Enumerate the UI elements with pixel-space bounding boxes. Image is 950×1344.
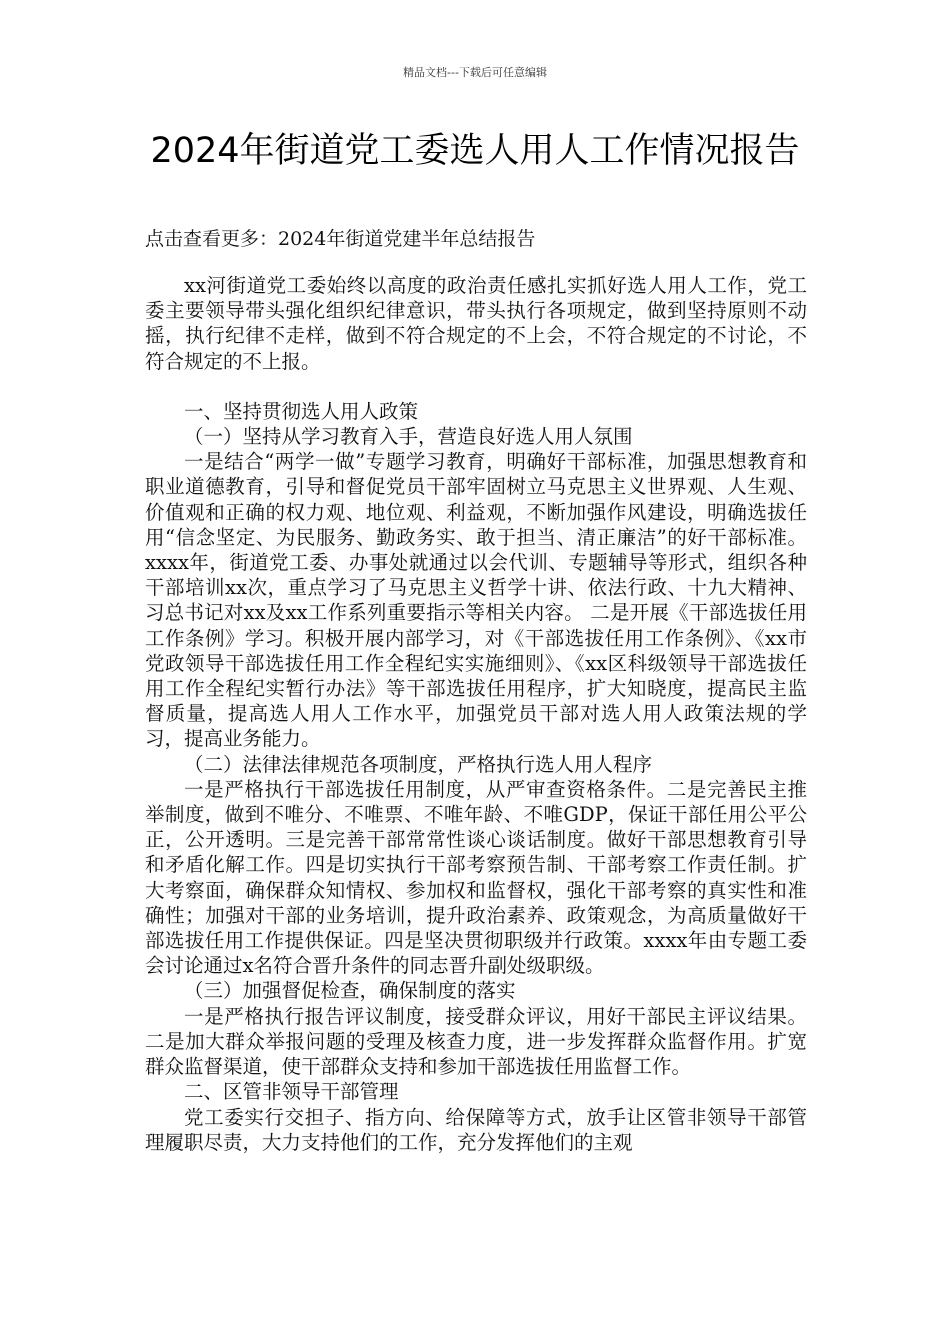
paragraph-gap	[145, 374, 807, 399]
section1-sub1-text: 一是结合“两学一做”专题学习教育，明确好干部标准，加强思想教育和职业道德教育，引导和督促党员干部牢固树立马克思主义世界观、人生观、价值观和正确的权力观、地位观、利益观，不断加强作风建设，明确选拔任用“信念坚定、为民服务、勤政务实、敢于担当、清正廉洁”的好干部标准。xxxx年，街道党工委、办事处就通过以会代训、专题辅导等形式，组织各种干部培训xx次，重点学习了马克思主义哲学十讲、依法行政、十九大精神、习总书记对xx及xx工作系列重要指示等相关内容。 二是开展《干部选拔任用工作条例》学习。积极开展内部学习，对《干部选拔任用工作条例》、《xx市党政领导干部选拔任用工作全程纪实实施细则》、《xx区科级领导干部选拔任用工作全程纪实暂行办法》等干部选拔任用程序，扩大知晓度，提高民主监督质量，提高选人用人工作水平，加强党员干部对选人用人政策法规的学习，提高业务能力。	[145, 450, 807, 751]
document-title: 2024年街道党工委选人用人工作情况报告	[150, 131, 800, 171]
section1-sub1-heading: （一）坚持从学习教育入手，营造良好选人用人氛围	[184, 425, 633, 449]
more-link[interactable]: 点击查看更多：2024年街道党建半年总结报告	[145, 228, 536, 250]
header-note: 精品文档---下载后可任意编辑	[403, 66, 547, 79]
section1-sub2-heading: （二）法律法律规范各项制度，严格执行选人用人程序	[184, 752, 653, 776]
document-body	[145, 273, 807, 1155]
section2-heading: 二、区管非领导干部管理	[184, 1080, 399, 1104]
section2-text: 党工委实行交担子、指方向、给保障等方式，放手让区管非领导干部管理履职尽责，大力支持他们的工作，充分发挥他们的主观	[145, 1105, 807, 1154]
section1-sub3-heading: （三）加强督促检查，确保制度的落实	[184, 979, 516, 1003]
section1-sub2-text: 一是严格执行干部选拔任用制度，从严审查资格条件。二是完善民主推举制度，做到不唯分、不唯票、不唯年龄、不唯GDP，保证干部任用公平公正，公开透明。三是完善干部常常性谈心谈话制度。做好干部思想教育引导和矛盾化解工作。四是切实执行干部考察预告制、干部考察工作责任制。扩大考察面，确保群众知情权、参加权和监督权，强化干部考察的真实性和准确性；加强对干部的业务培训，提升政治素养、政策观念，为高质量做好干部选拔任用工作提供保证。四是坚决贯彻职级并行政策。xxxx年由专题工委会讨论通过x名符合晋升条件的同志晋升副处级职级。	[145, 777, 807, 978]
section1-sub3-text: 一是严格执行报告评议制度，接受群众评议，用好干部民主评议结果。二是加大群众举报问题的受理及核查力度，进一步发挥群众监督作用。扩宽群众监督渠道，使干部群众支持和参加干部选拔任用监督工作。	[145, 1004, 807, 1079]
section1-heading: 一、坚持贯彻选人用人政策	[184, 399, 419, 423]
intro-paragraph: xx河街道党工委始终以高度的政治责任感扎实抓好选人用人工作，党工委主要领导带头强化组织纪律意识，带头执行各项规定，做到坚持原则不动摇，执行纪律不走样，做到不符合规定的不上会，不符合规定的不讨论，不符合规定的不上报。	[145, 274, 807, 373]
